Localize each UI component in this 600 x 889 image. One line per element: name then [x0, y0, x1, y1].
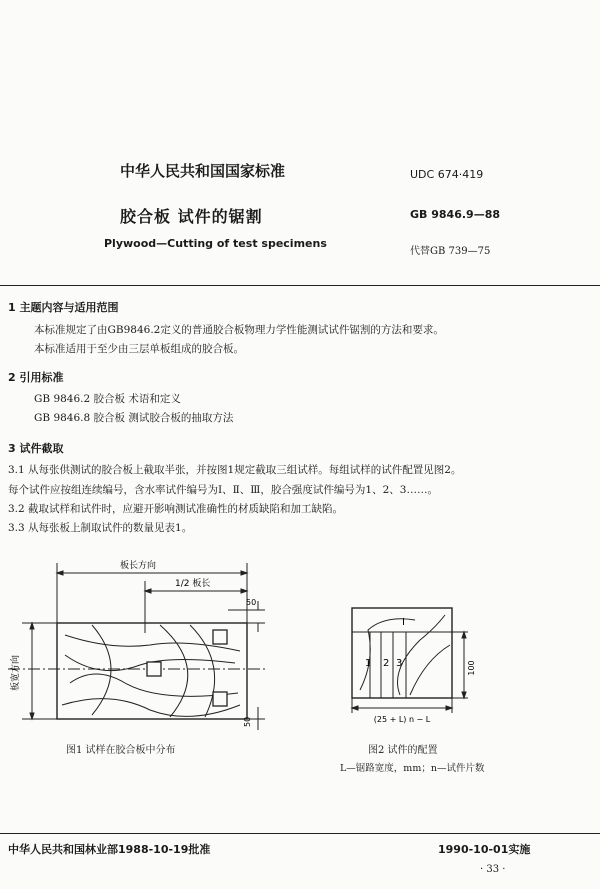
document-title: 胶合板 试件的锯割 — [120, 207, 263, 226]
replaces-standard: 代替GB 739—75 — [410, 246, 491, 257]
clause-3-2: 3.2 截取试样和试件时，应避开影响测试准确性的材质缺陷和加工缺陷。 — [8, 503, 344, 515]
section-1-para-2: 本标准适用于至少由三层单板组成的胶合板。 — [34, 343, 244, 355]
specimen-3-label: 3 — [396, 658, 403, 669]
half-length-label: 1/2 板长 — [175, 579, 211, 589]
roman-I-label: I — [402, 617, 405, 628]
reference-2: GB 9846.8 胶合板 测试胶合板的抽取方法 — [34, 412, 234, 424]
board-length-direction-label: 板长方向 — [120, 561, 157, 571]
figure-2-caption: 图2 试件的配置 — [368, 745, 438, 756]
board-width-direction-label: 板宽方向 — [11, 654, 21, 692]
national-standard-title: 中华人民共和国国家标准 — [120, 162, 286, 180]
page-number: · 33 · — [480, 864, 506, 875]
standard-number: GB 9846.9—88 — [410, 208, 500, 221]
section-1-para-1: 本标准规定了由GB9846.2定义的普通胶合板物理力学性能测试试件锯割的方法和要求。 — [34, 324, 444, 336]
width-formula: (25 + L) n − L — [373, 715, 431, 724]
clause-3-1: 3.1 从每张供测试的胶合板上截取半张，并按图1规定截取三组试样。每组试样的试件配置见图2。 — [8, 464, 462, 476]
dimension-100: 100 — [467, 660, 476, 676]
figure-2-note: L—锯路宽度，mm；n—试件片数 — [340, 763, 485, 774]
approval-line: 中华人民共和国林业部1988-10-19批准 — [8, 843, 211, 856]
english-title: Plywood—Cutting of test specimens — [104, 237, 327, 250]
udc-number: UDC 674·419 — [410, 168, 484, 181]
reference-1: GB 9846.2 胶合板 术语和定义 — [34, 393, 181, 405]
footer-divider — [0, 833, 600, 834]
figure-1-caption: 图1 试样在胶合板中分布 — [66, 745, 176, 756]
dimension-50-top: 50 — [246, 598, 257, 607]
figure-2-diagram — [340, 600, 480, 725]
dimension-50-bottom: 50 — [243, 716, 252, 727]
effective-date: 1990-10-01实施 — [438, 843, 531, 856]
section-2-heading: 2 引用标准 — [8, 371, 64, 384]
header-divider — [0, 285, 600, 286]
clause-3-1-cont: 每个试件应按组连续编号，含水率试件编号为Ⅰ、Ⅱ、Ⅲ，胶合强度试件编号为1、2、3……。 — [8, 484, 438, 496]
figure-1-diagram — [0, 555, 300, 745]
specimen-2-label: 2 — [383, 658, 390, 669]
specimen-1-label: 1 — [365, 658, 372, 669]
section-3-heading: 3 试件截取 — [8, 442, 64, 455]
clause-3-3: 3.3 从每张板上制取试件的数量见表1。 — [8, 522, 193, 534]
section-1-heading: 1 主题内容与适用范围 — [8, 301, 119, 314]
